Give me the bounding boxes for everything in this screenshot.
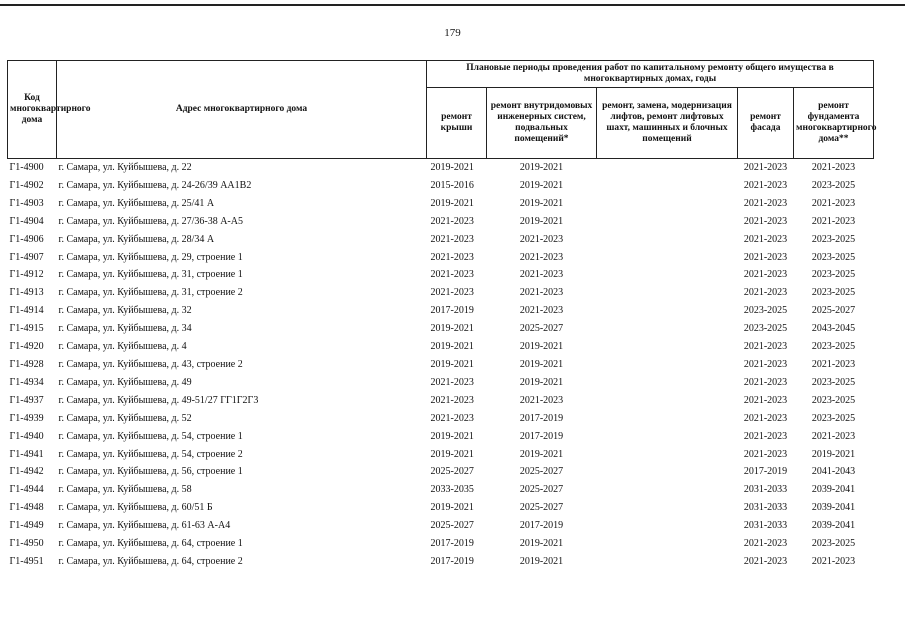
cell-foundation: 2021-2023	[811, 430, 856, 442]
table-row	[8, 392, 874, 410]
cell-foundation: 2023-2025	[811, 287, 856, 299]
header-code: Код многоквартирного дома	[8, 61, 57, 159]
cell-facade: 2017-2019	[743, 466, 788, 478]
cell-address: г. Самара, ул. Куйбышева, д. 27/36-38 А-А5	[58, 215, 243, 227]
cell-roof: 2021-2023	[430, 251, 474, 263]
cell-address: г. Самара, ул. Куйбышева, д. 29, строение 1	[58, 251, 243, 263]
cell-address: г. Самара, ул. Куйбышева, д. 22	[58, 162, 192, 173]
cell-foundation: 2023-2025	[811, 179, 856, 191]
cell-foundation: 2021-2023	[811, 555, 856, 567]
table-row	[8, 213, 874, 231]
cell-lifts	[597, 392, 738, 410]
cell-facade: 2021-2023	[743, 358, 788, 370]
cell-address: г. Самара, ул. Куйбышева, д. 49-51/27 ГГ1Г2Г3	[58, 394, 259, 406]
table-row	[8, 302, 874, 320]
cell-foundation: 2021-2023	[811, 197, 856, 209]
table-row	[8, 481, 874, 499]
cell-address: г. Самара, ул. Куйбышева, д. 58	[58, 484, 192, 496]
cell-roof: 2021-2023	[430, 287, 474, 299]
cell-systems: 2019-2021	[519, 538, 564, 550]
cell-roof: 2033-2035	[430, 484, 474, 496]
cell-address: г. Самара, ул. Куйбышева, д. 25/41 А	[58, 197, 215, 209]
cell-code: Г1-4941	[9, 448, 44, 460]
cell-lifts	[597, 553, 738, 571]
cell-address: г. Самара, ул. Куйбышева, д. 64, строение 1	[58, 538, 243, 550]
cell-systems: 2019-2021	[519, 555, 564, 567]
cell-systems: 2025-2027	[519, 484, 564, 496]
cell-facade: 2023-2025	[743, 305, 788, 317]
cell-lifts	[597, 213, 738, 231]
cell-facade: 2021-2023	[743, 448, 788, 460]
cell-foundation: 2021-2023	[811, 215, 856, 227]
table-body	[8, 159, 874, 571]
cell-roof: 2019-2021	[430, 341, 474, 353]
cell-code: Г1-4940	[9, 430, 44, 442]
cell-facade: 2021-2023	[743, 162, 788, 173]
table-row	[8, 517, 874, 535]
table-row	[8, 428, 874, 446]
cell-roof: 2017-2019	[430, 538, 474, 550]
table-row	[8, 284, 874, 302]
cell-facade: 2021-2023	[743, 287, 788, 299]
cell-code: Г1-4928	[9, 358, 44, 370]
cell-lifts	[597, 266, 738, 284]
cell-facade: 2021-2023	[743, 197, 788, 209]
cell-systems: 2021-2023	[519, 394, 564, 406]
table-row	[8, 320, 874, 338]
cell-systems: 2021-2023	[519, 287, 564, 299]
cell-foundation: 2023-2025	[811, 251, 856, 263]
cell-lifts	[597, 249, 738, 267]
cell-facade: 2021-2023	[743, 341, 788, 353]
cell-lifts	[597, 231, 738, 249]
cell-address: г. Самара, ул. Куйбышева, д. 34	[58, 323, 192, 335]
cell-lifts	[597, 284, 738, 302]
table-row	[8, 231, 874, 249]
cell-foundation: 2023-2025	[811, 376, 856, 388]
cell-code: Г1-4913	[9, 287, 44, 299]
cell-foundation: 2023-2025	[811, 412, 856, 424]
cell-systems: 2019-2021	[519, 179, 564, 191]
cell-systems: 2021-2023	[519, 233, 564, 245]
cell-roof: 2017-2019	[430, 305, 474, 317]
cell-systems: 2025-2027	[519, 466, 564, 478]
header-roof: ремонт крыши	[427, 88, 487, 159]
cell-address: г. Самара, ул. Куйбышева, д. 54, строение 1	[58, 430, 243, 442]
cell-code: Г1-4900	[9, 162, 44, 173]
cell-facade: 2023-2025	[743, 323, 788, 335]
cell-roof: 2019-2021	[430, 358, 474, 370]
cell-systems: 2019-2021	[519, 215, 564, 227]
cell-systems: 2017-2019	[519, 430, 564, 442]
cell-code: Г1-4949	[9, 520, 44, 532]
cell-systems: 2017-2019	[519, 520, 564, 532]
cell-code: Г1-4934	[9, 376, 44, 388]
cell-code: Г1-4920	[9, 341, 44, 353]
cell-roof: 2021-2023	[430, 233, 474, 245]
table-row	[8, 356, 874, 374]
cell-lifts	[597, 302, 738, 320]
cell-roof: 2019-2021	[430, 430, 474, 442]
page-number: 179	[444, 27, 461, 39]
cell-systems: 2019-2021	[519, 341, 564, 353]
cell-lifts	[597, 463, 738, 481]
cell-lifts	[597, 535, 738, 553]
header-lifts: ремонт, замена, модернизация лифтов, ремонт лифтовых шахт, машинных и блочных помещений	[597, 88, 738, 159]
cell-systems: 2021-2023	[519, 269, 564, 281]
cell-address: г. Самара, ул. Куйбышева, д. 43, строение 2	[58, 358, 243, 370]
cell-lifts	[597, 159, 738, 177]
cell-address: г. Самара, ул. Куйбышева, д. 24-26/39 АА1В2	[58, 179, 252, 191]
cell-facade: 2021-2023	[743, 412, 788, 424]
cell-address: г. Самара, ул. Куйбышева, д. 32	[58, 305, 192, 317]
cell-code: Г1-4904	[9, 215, 44, 227]
cell-systems: 2025-2027	[519, 323, 564, 335]
cell-address: г. Самара, ул. Куйбышева, д. 31, строение 1	[58, 269, 243, 281]
cell-code: Г1-4912	[9, 269, 44, 281]
cell-lifts	[597, 428, 738, 446]
cell-code: Г1-4937	[9, 394, 44, 406]
table-row	[8, 374, 874, 392]
cell-roof: 2025-2027	[430, 466, 474, 478]
cell-address: г. Самара, ул. Куйбышева, д. 52	[58, 412, 192, 424]
cell-roof: 2021-2023	[430, 394, 474, 406]
table-row	[8, 499, 874, 517]
table-row	[8, 553, 874, 571]
cell-foundation: 2021-2023	[811, 162, 856, 173]
cell-lifts	[597, 195, 738, 213]
cell-code: Г1-4944	[9, 484, 44, 496]
cell-roof: 2019-2021	[430, 197, 474, 209]
cell-address: г. Самара, ул. Куйбышева, д. 4	[58, 341, 187, 353]
table-row	[8, 195, 874, 213]
cell-roof: 2019-2021	[430, 448, 474, 460]
cell-facade: 2021-2023	[743, 538, 788, 550]
cell-lifts	[597, 517, 738, 535]
cell-facade: 2021-2023	[743, 376, 788, 388]
cell-address: г. Самара, ул. Куйбышева, д. 60/51 Б	[58, 502, 213, 514]
cell-foundation: 2023-2025	[811, 538, 856, 550]
cell-foundation: 2043-2045	[811, 323, 856, 335]
cell-roof: 2021-2023	[430, 412, 474, 424]
table-row	[8, 535, 874, 553]
cell-facade: 2021-2023	[743, 269, 788, 281]
cell-lifts	[597, 446, 738, 464]
cell-foundation: 2023-2025	[811, 269, 856, 281]
cell-code: Г1-4942	[9, 466, 44, 478]
cell-foundation: 2039-2041	[811, 484, 856, 496]
cell-foundation: 2039-2041	[811, 520, 856, 532]
cell-code: Г1-4903	[9, 197, 44, 209]
cell-address: г. Самара, ул. Куйбышева, д. 64, строение 2	[58, 555, 243, 567]
cell-facade: 2031-2033	[743, 520, 788, 532]
cell-code: Г1-4906	[9, 233, 44, 245]
cell-roof: 2015-2016	[430, 179, 474, 191]
cell-code: Г1-4951	[9, 555, 44, 567]
cell-systems: 2019-2021	[519, 358, 564, 370]
cell-facade: 2021-2023	[743, 179, 788, 191]
cell-address: г. Самара, ул. Куйбышева, д. 61-63 А-А4	[58, 520, 231, 532]
table-row	[8, 177, 874, 195]
cell-foundation: 2041-2043	[811, 466, 856, 478]
cell-foundation: 2023-2025	[811, 233, 856, 245]
cell-lifts	[597, 356, 738, 374]
cell-systems: 2019-2021	[519, 197, 564, 209]
cell-lifts	[597, 177, 738, 195]
cell-roof: 2021-2023	[430, 376, 474, 388]
cell-lifts	[597, 374, 738, 392]
cell-facade: 2021-2023	[743, 233, 788, 245]
cell-address: г. Самара, ул. Куйбышева, д. 31, строение 2	[58, 287, 243, 299]
header-periods-group: Плановые периоды проведения работ по капитальному ремонту общего имущества в многоквартирных домах, годы	[427, 61, 874, 88]
table-row	[8, 463, 874, 481]
header-address: Адрес многоквартирного дома	[57, 61, 427, 159]
cell-lifts	[597, 338, 738, 356]
table-row	[8, 266, 874, 284]
cell-facade: 2021-2023	[743, 251, 788, 263]
header-facade: ремонт фасада	[738, 88, 794, 159]
table-row	[8, 338, 874, 356]
cell-foundation: 2019-2021	[811, 448, 856, 460]
cell-foundation: 2023-2025	[811, 394, 856, 406]
cell-foundation: 2021-2023	[811, 358, 856, 370]
cell-address: г. Самара, ул. Куйбышева, д. 49	[58, 376, 192, 388]
table-row	[8, 159, 874, 177]
cell-code: Г1-4950	[9, 538, 44, 550]
cell-code: Г1-4939	[9, 412, 44, 424]
table-row	[8, 410, 874, 428]
cell-code: Г1-4907	[9, 251, 44, 263]
capital-repair-table	[7, 60, 877, 571]
cell-foundation: 2025-2027	[811, 305, 856, 317]
cell-systems: 2025-2027	[519, 502, 564, 514]
cell-roof: 2025-2027	[430, 520, 474, 532]
cell-systems: 2021-2023	[519, 305, 564, 317]
top-rule	[0, 4, 905, 6]
cell-code: Г1-4948	[9, 502, 44, 514]
cell-lifts	[597, 320, 738, 338]
cell-facade: 2021-2023	[743, 394, 788, 406]
cell-systems: 2021-2023	[519, 251, 564, 263]
header-foundation: ремонт фундамента многоквартирного дома**	[794, 88, 874, 159]
cell-roof: 2019-2021	[430, 162, 474, 173]
header-systems: ремонт внутридомовых инженерных систем, подвальных помещений*	[487, 88, 597, 159]
cell-systems: 2019-2021	[519, 162, 564, 173]
cell-facade: 2031-2033	[743, 484, 788, 496]
cell-lifts	[597, 410, 738, 428]
cell-roof: 2021-2023	[430, 215, 474, 227]
cell-systems: 2019-2021	[519, 376, 564, 388]
table-row	[8, 249, 874, 267]
cell-lifts	[597, 481, 738, 499]
cell-lifts	[597, 499, 738, 517]
cell-address: г. Самара, ул. Куйбышева, д. 56, строение 1	[58, 466, 243, 478]
cell-facade: 2031-2033	[743, 502, 788, 514]
cell-facade: 2021-2023	[743, 555, 788, 567]
cell-code: Г1-4915	[9, 323, 44, 335]
cell-roof: 2019-2021	[430, 323, 474, 335]
cell-code: Г1-4902	[9, 179, 44, 191]
cell-facade: 2021-2023	[743, 430, 788, 442]
cell-facade: 2021-2023	[743, 215, 788, 227]
cell-systems: 2019-2021	[519, 448, 564, 460]
cell-foundation: 2039-2041	[811, 502, 856, 514]
cell-roof: 2017-2019	[430, 555, 474, 567]
table-row	[8, 446, 874, 464]
cell-foundation: 2023-2025	[811, 341, 856, 353]
cell-code: Г1-4914	[9, 305, 44, 317]
cell-roof: 2019-2021	[430, 502, 474, 514]
cell-roof: 2021-2023	[430, 269, 474, 281]
cell-address: г. Самара, ул. Куйбышева, д. 28/34 А	[58, 233, 215, 245]
cell-address: г. Самара, ул. Куйбышева, д. 54, строение 2	[58, 448, 243, 460]
cell-systems: 2017-2019	[519, 412, 564, 424]
